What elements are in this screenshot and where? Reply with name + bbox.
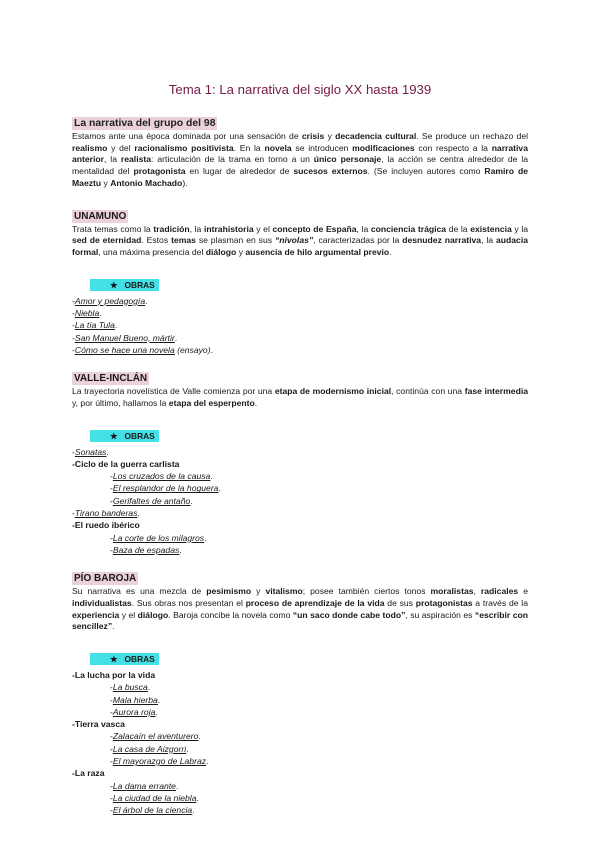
section-heading-98: La narrativa del grupo del 98 bbox=[74, 118, 216, 129]
star-icon: ★ bbox=[110, 279, 125, 290]
list-item: -El resplandor de la hoguera. bbox=[110, 483, 221, 494]
list-item: -Cómo se hace una novela (ensayo). bbox=[72, 344, 213, 355]
list-item: -Amor y pedagogía. bbox=[72, 295, 148, 306]
list-item: -Zalacaín el aventurero. bbox=[110, 731, 201, 742]
list-item: -La ciudad de la niebla. bbox=[110, 792, 199, 803]
list-item: -Niebla. bbox=[72, 307, 102, 318]
section-pio-baroja bbox=[72, 568, 528, 816]
works-list-valle bbox=[72, 446, 528, 557]
list-item: -Mala hierba. bbox=[110, 694, 161, 705]
list-item: -La tía Tula. bbox=[72, 320, 118, 331]
list-item: -Tirano banderas. bbox=[72, 508, 140, 518]
list-item: -San Manuel Bueno, mártir. bbox=[72, 332, 178, 343]
obras-label-unamuno: ★ OBRAS bbox=[90, 279, 159, 291]
section-heading-valle: VALLE-INCLÁN bbox=[74, 373, 148, 385]
list-item: -Ciclo de la guerra carlista bbox=[72, 458, 180, 469]
list-item: -Baza de espadas. bbox=[110, 544, 182, 555]
works-list-unamuno bbox=[72, 295, 528, 356]
list-item: -Aurora roja. bbox=[110, 706, 158, 717]
section-valle-inclan bbox=[72, 368, 528, 556]
list-item: -Tierra vasca bbox=[72, 719, 125, 730]
section-grupo-98 bbox=[72, 113, 528, 190]
list-item: -Los cruzados de la causa. bbox=[110, 471, 213, 482]
list-item: -La dama errante. bbox=[110, 780, 179, 791]
paragraph-baroja: Su narrativa es una mezcla de pesimismo y vitalismo; posee también ciertos tonos moralistas, radicales e individualistas. Sus obras nos presentan el proceso de aprendizaje de la vida de sus protagonistas a través de la experiencia y el diálogo. Baroja concibe la novela como “un saco donde cabe todo”, su aspiración es “escribir con sencillez”. bbox=[72, 586, 529, 632]
list-item: -La busca. bbox=[110, 682, 151, 693]
page-title: Tema 1: La narrativa del siglo XX hasta 1939 bbox=[168, 82, 432, 97]
star-icon: ★ bbox=[110, 654, 125, 664]
paragraph-valle: La trayectoria novelística de Valle comienza por una etapa de modernismo inicial, continúa con una fase intermedia y, por último, hallamos la etapa del esperpento. bbox=[72, 386, 528, 408]
star-icon: ★ bbox=[110, 430, 125, 441]
works-list-baroja bbox=[72, 669, 528, 817]
list-item: -La raza bbox=[72, 768, 105, 779]
obras-label-baroja: ★ OBRAS bbox=[90, 653, 159, 665]
section-unamuno bbox=[72, 206, 528, 357]
list-item: -El mayorazgo de Labraz. bbox=[110, 756, 209, 767]
list-item: -La lucha por la vida bbox=[72, 670, 156, 680]
section-heading-unamuno: UNAMUNO bbox=[74, 210, 127, 222]
list-item: -La corte de los milagros. bbox=[110, 532, 207, 543]
list-item: -Gerifaltes de antaño. bbox=[110, 495, 193, 506]
obras-label-valle: ★ OBRAS bbox=[90, 430, 159, 442]
paragraph-98: Estamos ante una época dominada por una sensación de crisis y decadencia cultural. Se produce un rechazo del realismo y del racionalismo positivista. En la novela se introducen modificaciones con respecto a la narrativa anterior, la realista: articulación de la trama en torno a un único personaje, la acción se centra alrededor de la mentalidad del protagonista en lugar de alrededor de sucesos externos. (Se incluyen autores como Ramiro de Maeztu y Antonio Machado). bbox=[72, 131, 529, 188]
section-heading-baroja: PÍO BAROJA bbox=[74, 573, 137, 585]
list-item: -El ruedo ibérico bbox=[72, 520, 140, 531]
list-item: -El árbol de la ciencia. bbox=[110, 805, 195, 816]
list-item: -Sonatas. bbox=[72, 446, 109, 457]
list-item: -La casa de Aizgorri. bbox=[110, 743, 189, 754]
paragraph-unamuno: Trata temas como la tradición, la intrahistoria y el concepto de España, la conciencia trágica de la existencia y la sed de eternidad. Estos temas se plasman en sus “nivolas”, caracterizadas por la desnudez narrativa, la audacia formal, una máxima presencia del diálogo y ausencia de hilo argumental previo. bbox=[72, 223, 529, 257]
